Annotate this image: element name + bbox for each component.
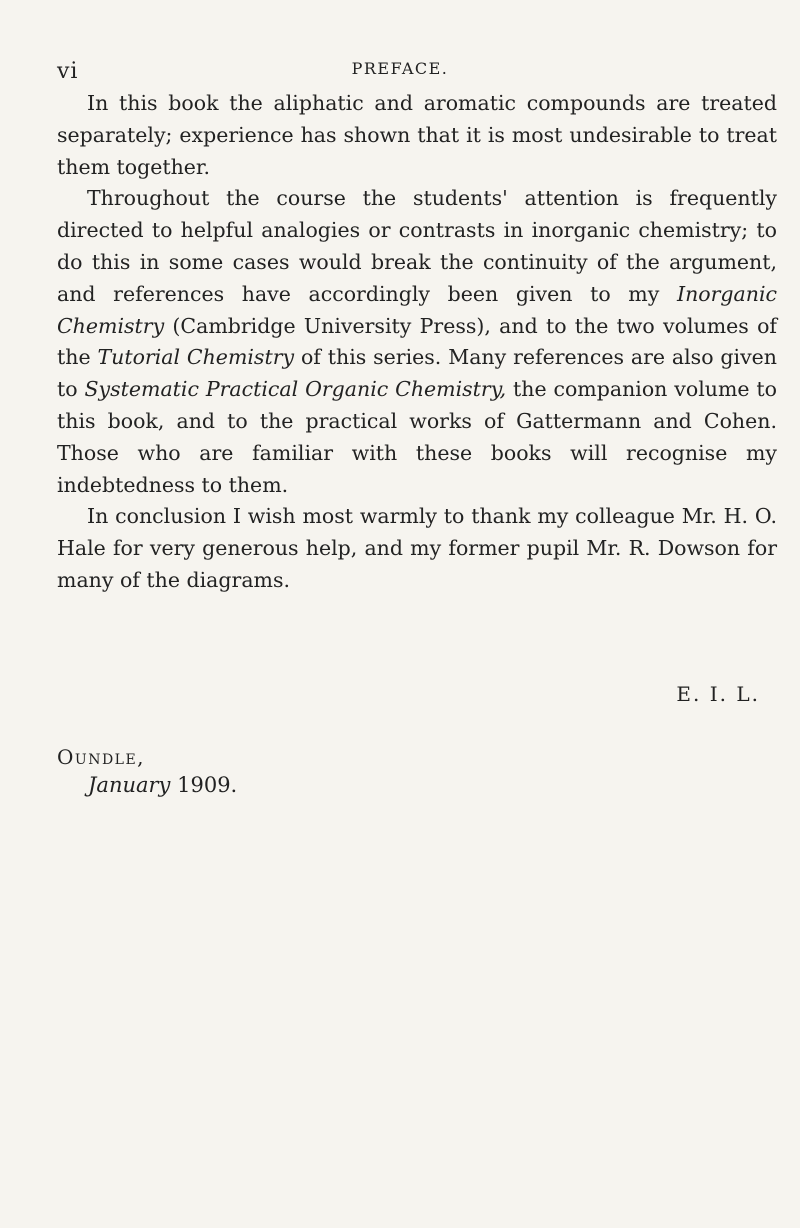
page-number: vi [57,59,79,84]
paragraph-2-part-1: Throughout the course the students' attention is frequently directed to helpful analogies or contrasts in inorganic chemistry; to do this in some cases would break the continuity of the argument, and references have accordingly been given to my [57,186,777,306]
italic-title-tutorial-chemistry: Tutorial Chemistry [97,345,295,370]
paragraph-3: In conclusion I wish most warmly to thank my colleague Mr. H. O. Hale for very generous help, and my former pupil Mr. R. Dowson for many of the diagrams. [57,504,777,592]
paragraph-1: In this book the aliphatic and aromatic compounds are treated separately; experience has shown that it is most undesirable to treat them together. [57,91,777,179]
date-month: January [88,773,171,797]
italic-title-inorganic-chemistry: Inorganic Chemistry [57,281,777,338]
date-year: 1909. [177,773,238,797]
paragraph-2-part-4: the companion volume to this book, and to the practical works of Gattermann and Cohen. Those who are familiar with these books will recognise my indebtedness to them. [57,377,777,497]
paragraph-2-part-2: (Cambridge University Press), and to the two volumes of the [57,313,777,370]
running-head: PREFACE. [351,59,449,78]
paragraph-2-part-3: of this series. Many references are also given to [57,345,777,402]
place-line: Oundle, [57,745,146,769]
italic-title-systematic-practical: Systematic Practical Organic Chemistry, [84,377,507,402]
paragraph-2 [57,183,777,501]
preface-body [57,88,777,597]
author-signature: E. I. L. [676,682,760,706]
date-line [88,773,237,797]
